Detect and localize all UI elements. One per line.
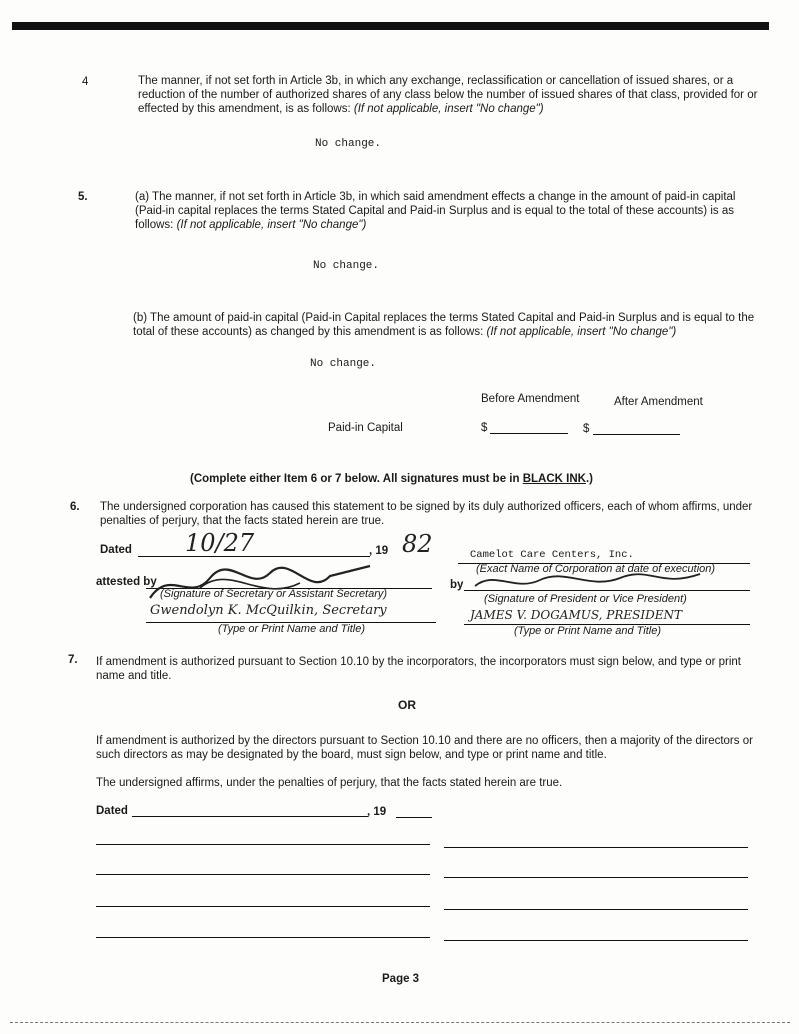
year-prefix-7: , 19 xyxy=(367,806,387,818)
item-7-text-2: If amendment is authorized by the directors pursuant to Section 10.10 and there are no officers, then a majority of the directors or such directors as may be designated by the board, must sign below, and type or print name and title. xyxy=(96,735,753,761)
item-5b-text: (b) The amount of paid-in capital (Paid-in Capital replaces the terms Stated Capital and Paid-in Surplus and is equal to the total of these accounts) as changed by this amendment is as follows: (If not applicable, insert "No change") xyxy=(133,312,755,338)
after-amendment-label: After Amendment xyxy=(614,396,703,408)
signature-line-right-2 xyxy=(444,877,748,878)
after-dollar-sign: $ xyxy=(583,423,590,435)
year-line-7 xyxy=(396,817,432,818)
signature-line-left-3 xyxy=(96,906,430,907)
year-prefix-6: , 19 xyxy=(369,545,389,557)
paid-in-capital-label: Paid-in Capital xyxy=(328,422,403,434)
attested-by-label: attested by xyxy=(96,576,157,588)
item-7-number: 7. xyxy=(68,654,78,666)
president-printed-name: JAMES V. DOGAMUS, PRESIDENT xyxy=(470,608,683,622)
president-signature-caption: (Signature of President or Vice President) xyxy=(484,593,687,605)
bottom-scan-edge xyxy=(10,1022,790,1023)
or-label: OR xyxy=(398,698,416,712)
page-number: Page 3 xyxy=(382,973,420,985)
signature-line-left-1 xyxy=(96,844,430,845)
signature-line-right-4 xyxy=(444,940,748,941)
by-label: by xyxy=(450,579,464,591)
president-name-caption: (Type or Print Name and Title) xyxy=(514,625,662,637)
corporation-name: Camelot Care Centers, Inc. xyxy=(470,549,634,561)
handwritten-year: 82 xyxy=(402,530,433,558)
corporation-caption: (Exact Name of Corporation at date of execution) xyxy=(476,563,716,575)
dated-label-7: Dated xyxy=(96,805,128,817)
after-amount-line xyxy=(593,434,680,435)
item-6-text: The undersigned corporation has caused this statement to be signed by its duly authorized officers, each of whom affirms, under penalties of perjury, that the facts stated herein are true. xyxy=(100,501,753,527)
item-4-answer: No change. xyxy=(315,138,382,150)
item-5a-answer: No change. xyxy=(313,260,380,272)
item-7-affirm: The undersigned affirms, under the penalties of perjury, that the facts stated herein are true. xyxy=(96,777,563,789)
item-5b-answer: No change. xyxy=(310,358,377,370)
handwritten-date: 10/27 xyxy=(185,529,255,557)
item-4-number: 4 xyxy=(82,76,89,88)
before-amendment-label: Before Amendment xyxy=(481,393,580,405)
secretary-printed-name: Gwendolyn K. McQuilkin, Secretary xyxy=(150,603,387,618)
top-rule xyxy=(12,22,769,30)
signature-line-right-1 xyxy=(444,847,748,848)
before-amount-line xyxy=(490,433,568,434)
signature-line-left-4 xyxy=(96,937,430,938)
signature-line-right-3 xyxy=(444,909,748,910)
complete-note: (Complete either Item 6 or 7 below. All signatures must be in BLACK INK.) xyxy=(190,473,593,485)
item-6-number: 6. xyxy=(70,501,80,513)
date-line-7 xyxy=(132,816,368,817)
item-5a-text: (a) The manner, if not set forth in Article 3b, in which said amendment effects a change in the amount of paid-in capital (Paid-in capital replaces the terms Stated Capital and Paid-in Surplus and is equal to the total of these accounts) is as follows: (If not applicable, insert "No change") xyxy=(135,191,736,231)
secretary-name-caption: (Type or Print Name and Title) xyxy=(218,623,366,635)
secretary-signature-caption: (Signature of Secretary or Assistant Secretary) xyxy=(160,588,388,600)
item-5-number: 5. xyxy=(78,191,88,203)
before-dollar-sign: $ xyxy=(481,422,488,434)
signature-line-left-2 xyxy=(96,874,430,875)
item-4-text: The manner, if not set forth in Article 3b, in which any exchange, reclassification or cancellation of issued shares, or a reduction of the number of authorized shares of any class below the number of issued shares of that class, provided for or effected by this amendment, is as follows: (If not applicable, insert "No change") xyxy=(138,75,758,115)
dated-label-6: Dated xyxy=(100,544,132,556)
item-7-text-1: If amendment is authorized pursuant to Section 10.10 by the incorporators, the incorporators must sign below, and type or print name and title. xyxy=(96,656,741,682)
